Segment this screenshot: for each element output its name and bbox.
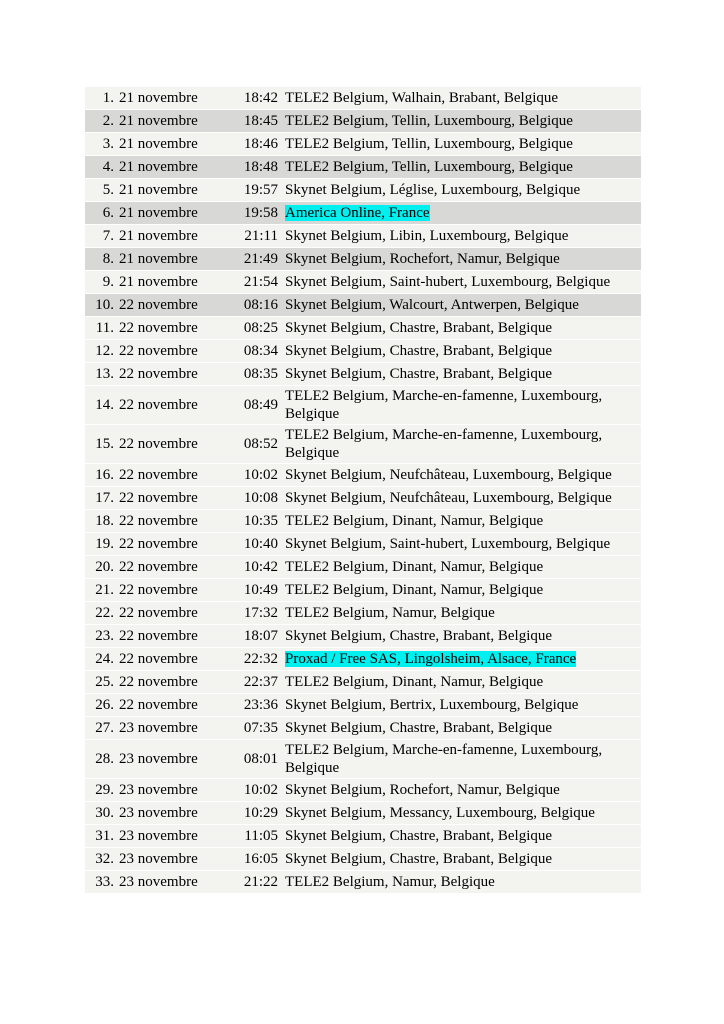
row-time: 10:42: [234, 556, 282, 578]
row-date: 22 novembre: [116, 425, 234, 463]
table-row: [85, 579, 641, 601]
table-row: [85, 133, 641, 155]
table-row: [85, 294, 641, 316]
row-time: 21:49: [234, 248, 282, 270]
row-number: 17.: [85, 487, 116, 509]
row-date: 22 novembre: [116, 487, 234, 509]
table-row: [85, 248, 641, 270]
row-date: 23 novembre: [116, 825, 234, 847]
row-number: 5.: [85, 179, 116, 201]
row-date: 23 novembre: [116, 802, 234, 824]
row-time: 10:02: [234, 779, 282, 801]
table-row: [85, 671, 641, 693]
table-row: [85, 825, 641, 847]
row-date: 22 novembre: [116, 317, 234, 339]
row-time: 21:22: [234, 871, 282, 893]
row-number: 31.: [85, 825, 116, 847]
table-row: [85, 510, 641, 532]
row-location: Skynet Belgium, Neufchâteau, Luxembourg, Belgique: [282, 487, 641, 509]
row-number: 12.: [85, 340, 116, 362]
row-time: 21:11: [234, 225, 282, 247]
row-location: Skynet Belgium, Chastre, Brabant, Belgique: [282, 625, 641, 647]
row-number: 21.: [85, 579, 116, 601]
row-time: 08:49: [234, 386, 282, 424]
row-time: 10:35: [234, 510, 282, 532]
row-time: 16:05: [234, 848, 282, 870]
row-date: 23 novembre: [116, 871, 234, 893]
row-number: 7.: [85, 225, 116, 247]
row-number: 13.: [85, 363, 116, 385]
table-row: [85, 156, 641, 178]
table-row: [85, 602, 641, 624]
row-time: 08:34: [234, 340, 282, 362]
table-row: [85, 317, 641, 339]
row-location: Skynet Belgium, Neufchâteau, Luxembourg, Belgique: [282, 464, 641, 486]
row-date: 22 novembre: [116, 602, 234, 624]
table-row: [85, 179, 641, 201]
table-row: [85, 386, 641, 424]
row-time: 07:35: [234, 717, 282, 739]
row-date: 22 novembre: [116, 464, 234, 486]
row-number: 4.: [85, 156, 116, 178]
row-number: 22.: [85, 602, 116, 624]
row-location: Skynet Belgium, Libin, Luxembourg, Belgique: [282, 225, 641, 247]
row-date: 22 novembre: [116, 510, 234, 532]
table-row: [85, 425, 641, 463]
row-location: Skynet Belgium, Chastre, Brabant, Belgique: [282, 717, 641, 739]
row-location: Skynet Belgium, Chastre, Brabant, Belgique: [282, 848, 641, 870]
row-number: 9.: [85, 271, 116, 293]
row-time: 08:01: [234, 740, 282, 778]
row-date: 21 novembre: [116, 271, 234, 293]
row-time: 22:37: [234, 671, 282, 693]
row-time: 18:42: [234, 87, 282, 109]
row-location: TELE2 Belgium, Dinant, Namur, Belgique: [282, 579, 641, 601]
row-time: 08:52: [234, 425, 282, 463]
row-time: 23:36: [234, 694, 282, 716]
row-date: 21 novembre: [116, 87, 234, 109]
table-row: [85, 694, 641, 716]
row-date: 21 novembre: [116, 110, 234, 132]
table-row: [85, 848, 641, 870]
row-number: 29.: [85, 779, 116, 801]
row-location: TELE2 Belgium, Tellin, Luxembourg, Belgique: [282, 133, 641, 155]
row-date: 21 novembre: [116, 133, 234, 155]
row-location: Skynet Belgium, Walcourt, Antwerpen, Belgique: [282, 294, 641, 316]
row-time: 17:32: [234, 602, 282, 624]
row-date: 22 novembre: [116, 671, 234, 693]
row-location: Skynet Belgium, Bertrix, Luxembourg, Belgique: [282, 694, 641, 716]
row-location: Skynet Belgium, Saint-hubert, Luxembourg, Belgique: [282, 271, 641, 293]
row-number: 8.: [85, 248, 116, 270]
table-row: [85, 464, 641, 486]
row-number: 27.: [85, 717, 116, 739]
row-number: 19.: [85, 533, 116, 555]
row-time: 22:32: [234, 648, 282, 670]
row-location: TELE2 Belgium, Tellin, Luxembourg, Belgique: [282, 110, 641, 132]
row-location: [282, 202, 641, 224]
row-time: 18:07: [234, 625, 282, 647]
row-date: 21 novembre: [116, 225, 234, 247]
table-row: [85, 225, 641, 247]
row-time: 18:48: [234, 156, 282, 178]
table-row: [85, 717, 641, 739]
row-time: 21:54: [234, 271, 282, 293]
row-time: 08:25: [234, 317, 282, 339]
row-number: 33.: [85, 871, 116, 893]
row-number: 26.: [85, 694, 116, 716]
row-date: 21 novembre: [116, 202, 234, 224]
row-date: 22 novembre: [116, 386, 234, 424]
row-location: Skynet Belgium, Rochefort, Namur, Belgique: [282, 248, 641, 270]
row-time: 19:58: [234, 202, 282, 224]
highlighted-location: Proxad / Free SAS, Lingolsheim, Alsace, France: [285, 651, 577, 667]
row-date: 22 novembre: [116, 340, 234, 362]
row-date: 22 novembre: [116, 294, 234, 316]
row-date: 21 novembre: [116, 179, 234, 201]
row-location: TELE2 Belgium, Namur, Belgique: [282, 602, 641, 624]
row-date: 22 novembre: [116, 694, 234, 716]
row-location: Skynet Belgium, Chastre, Brabant, Belgique: [282, 340, 641, 362]
row-time: 11:05: [234, 825, 282, 847]
row-number: 25.: [85, 671, 116, 693]
row-number: 23.: [85, 625, 116, 647]
row-number: 11.: [85, 317, 116, 339]
row-time: 10:49: [234, 579, 282, 601]
row-location: TELE2 Belgium, Marche-en-famenne, Luxembourg, Belgique: [282, 386, 641, 424]
row-number: 10.: [85, 294, 116, 316]
table-row: [85, 340, 641, 362]
row-time: 10:02: [234, 464, 282, 486]
row-date: 21 novembre: [116, 156, 234, 178]
row-location: Skynet Belgium, Léglise, Luxembourg, Belgique: [282, 179, 641, 201]
row-location: TELE2 Belgium, Marche-en-famenne, Luxembourg, Belgique: [282, 740, 641, 778]
row-number: 3.: [85, 133, 116, 155]
row-time: 18:45: [234, 110, 282, 132]
row-location: TELE2 Belgium, Marche-en-famenne, Luxembourg, Belgique: [282, 425, 641, 463]
row-number: 18.: [85, 510, 116, 532]
row-date: 22 novembre: [116, 625, 234, 647]
row-date: 22 novembre: [116, 556, 234, 578]
row-location: TELE2 Belgium, Namur, Belgique: [282, 871, 641, 893]
row-date: 23 novembre: [116, 740, 234, 778]
row-time: 19:57: [234, 179, 282, 201]
row-date: 22 novembre: [116, 579, 234, 601]
row-date: 22 novembre: [116, 648, 234, 670]
table-row: [85, 271, 641, 293]
table-row: [85, 487, 641, 509]
row-time: 10:29: [234, 802, 282, 824]
row-date: 21 novembre: [116, 248, 234, 270]
row-number: 30.: [85, 802, 116, 824]
row-location: TELE2 Belgium, Dinant, Namur, Belgique: [282, 671, 641, 693]
row-time: 08:16: [234, 294, 282, 316]
row-location: [282, 648, 641, 670]
row-time: 08:35: [234, 363, 282, 385]
row-location: TELE2 Belgium, Dinant, Namur, Belgique: [282, 556, 641, 578]
row-date: 23 novembre: [116, 717, 234, 739]
row-number: 1.: [85, 87, 116, 109]
row-time: 18:46: [234, 133, 282, 155]
table-row: [85, 87, 641, 109]
table-row: [85, 740, 641, 778]
row-number: 24.: [85, 648, 116, 670]
row-date: 23 novembre: [116, 779, 234, 801]
table-row: [85, 779, 641, 801]
row-location: Skynet Belgium, Chastre, Brabant, Belgique: [282, 317, 641, 339]
table-row: [85, 556, 641, 578]
row-location: Skynet Belgium, Saint-hubert, Luxembourg, Belgique: [282, 533, 641, 555]
row-location: TELE2 Belgium, Walhain, Brabant, Belgique: [282, 87, 641, 109]
row-number: 28.: [85, 740, 116, 778]
row-location: TELE2 Belgium, Dinant, Namur, Belgique: [282, 510, 641, 532]
row-number: 32.: [85, 848, 116, 870]
row-number: 2.: [85, 110, 116, 132]
row-location: TELE2 Belgium, Tellin, Luxembourg, Belgique: [282, 156, 641, 178]
table-row: [85, 533, 641, 555]
table-row: [85, 802, 641, 824]
row-number: 20.: [85, 556, 116, 578]
table-row: [85, 871, 641, 893]
table-row: [85, 110, 641, 132]
row-number: 14.: [85, 386, 116, 424]
table-row: [85, 363, 641, 385]
connection-log-table: [85, 86, 641, 894]
row-number: 6.: [85, 202, 116, 224]
table-row: [85, 648, 641, 670]
row-number: 15.: [85, 425, 116, 463]
row-time: 10:40: [234, 533, 282, 555]
row-location: Skynet Belgium, Messancy, Luxembourg, Belgique: [282, 802, 641, 824]
row-number: 16.: [85, 464, 116, 486]
row-location: Skynet Belgium, Chastre, Brabant, Belgique: [282, 825, 641, 847]
row-date: 22 novembre: [116, 533, 234, 555]
row-location: Skynet Belgium, Chastre, Brabant, Belgique: [282, 363, 641, 385]
highlighted-location: America Online, France: [285, 205, 430, 221]
connection-log-body: [85, 87, 641, 893]
row-time: 10:08: [234, 487, 282, 509]
row-date: 23 novembre: [116, 848, 234, 870]
row-location: Skynet Belgium, Rochefort, Namur, Belgique: [282, 779, 641, 801]
table-row: [85, 202, 641, 224]
row-date: 22 novembre: [116, 363, 234, 385]
table-row: [85, 625, 641, 647]
